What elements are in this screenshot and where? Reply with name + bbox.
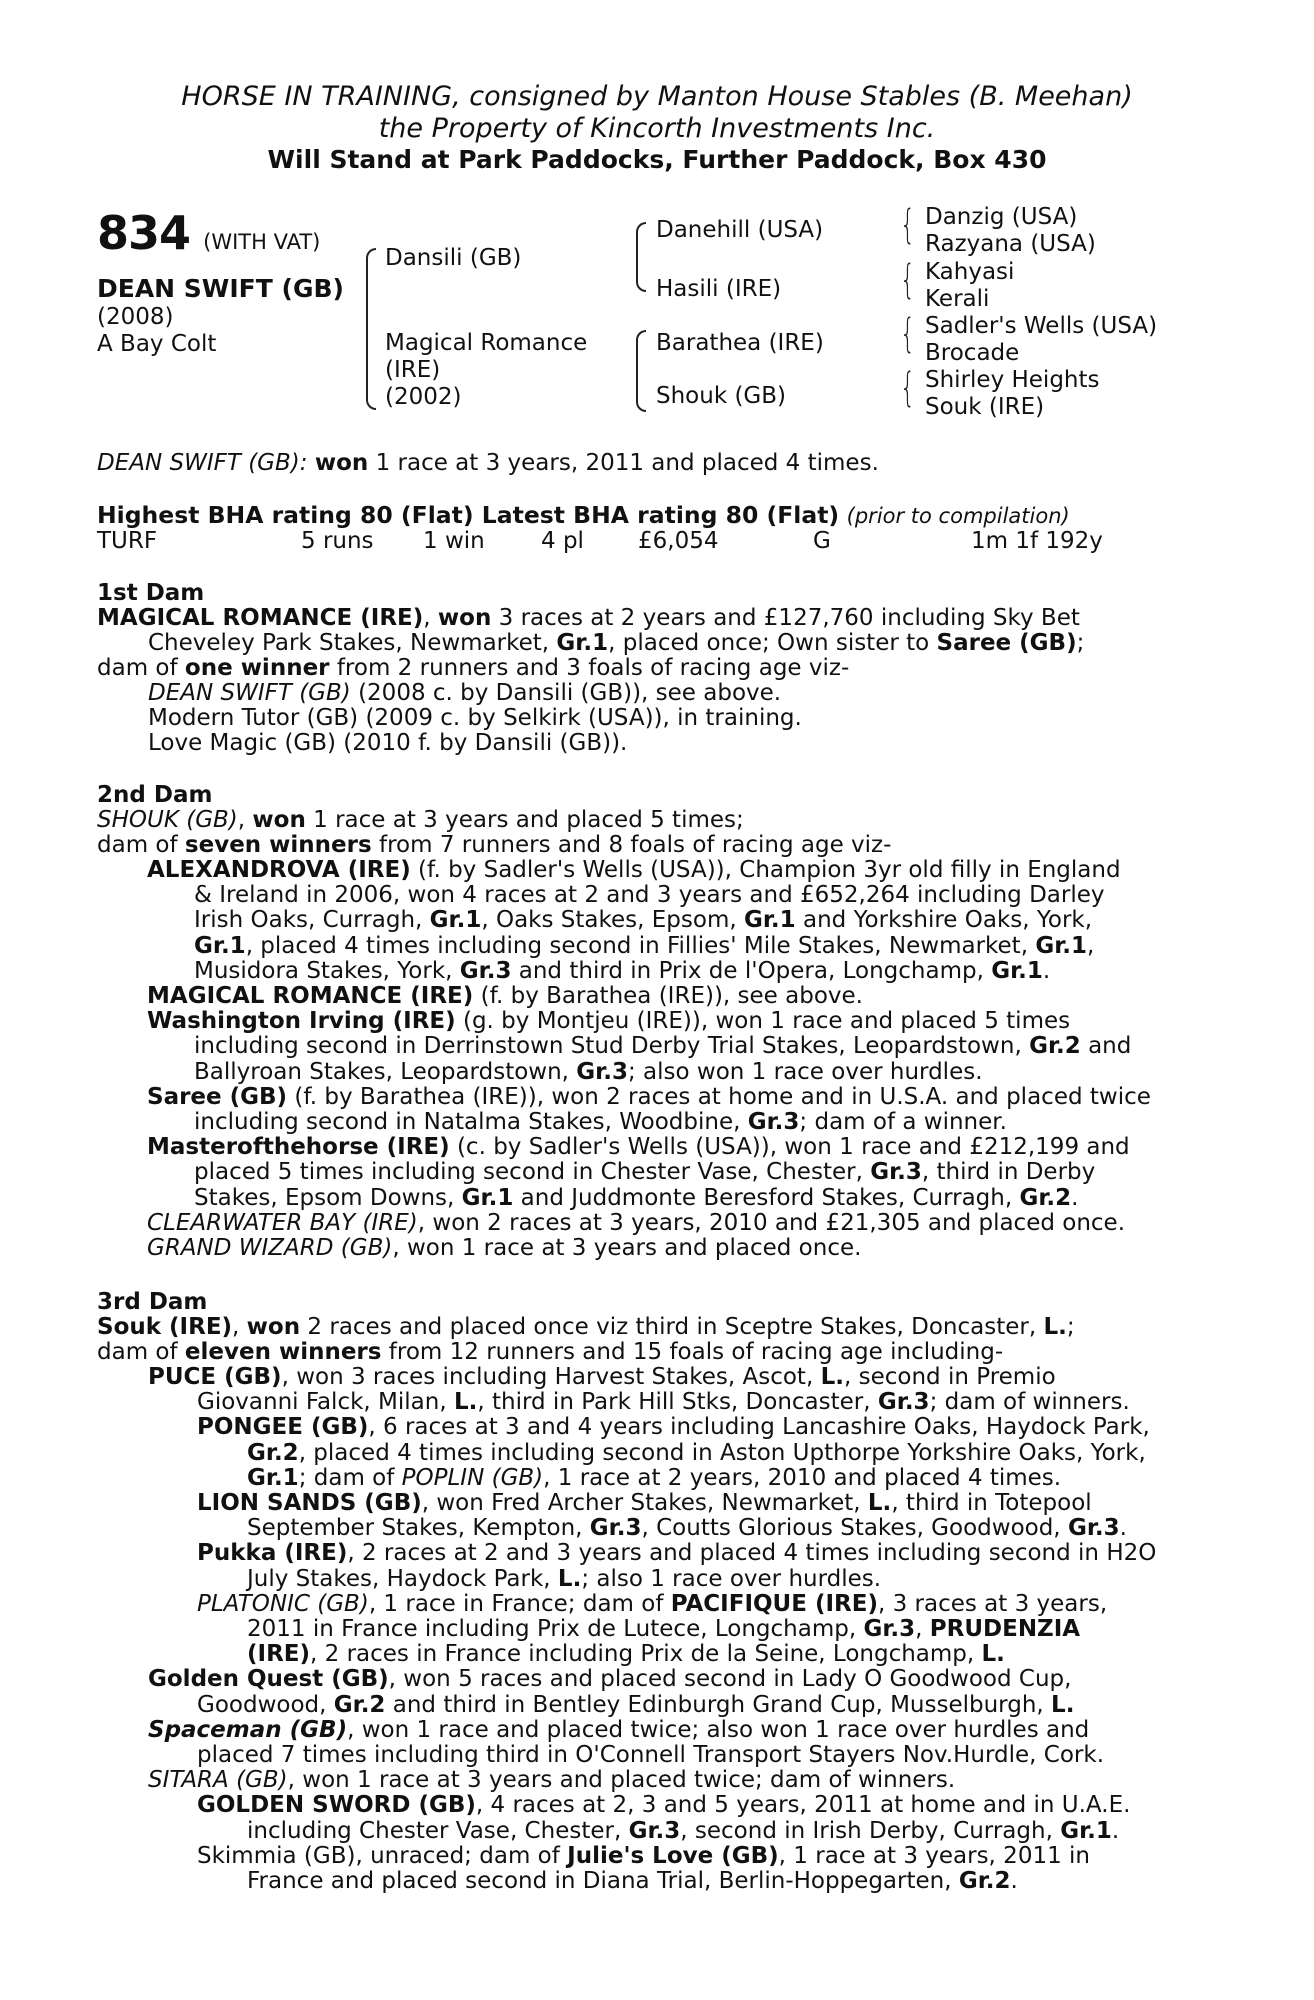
horse-description: A Bay Colt <box>97 331 217 357</box>
brace-parents <box>366 248 376 410</box>
first-dam-text1: 3 races at 2 years and £127,760 including Sky Bet <box>498 605 1080 631</box>
first-dam-line2: Cheveley Park Stakes, Newmarket, Gr.1, placed once; Own sister to Saree (GB); <box>148 630 1085 656</box>
brace-dam-parents <box>636 330 646 412</box>
turf-going: G <box>813 528 831 554</box>
header-stand: Will Stand at Park Paddocks, Further Paddock, Box 430 <box>267 145 1047 174</box>
rating-line <box>97 503 1070 529</box>
pedigree-sire-dam: Hasili (IRE) <box>656 276 782 302</box>
first-dam-line3: dam of one winner from 2 runners and 3 foals of racing age viz- <box>97 655 850 681</box>
pedigree-g8: Souk (IRE) <box>925 394 1045 420</box>
second-dam-heading: 2nd Dam <box>97 782 213 808</box>
first-dam-text2: Cheveley Park Stakes, Newmarket, <box>148 630 550 656</box>
pedigree-g1: Danzig (USA) <box>925 204 1078 230</box>
pedigree-g7: Shirley Heights <box>925 367 1100 393</box>
first-dam-heading: 1st Dam <box>97 580 205 606</box>
second-dam-line2: dam of seven winners from 7 runners and 8 foals of racing age viz- <box>97 832 892 858</box>
turf-placed: 4 pl <box>541 528 584 554</box>
pedigree-g4: Kerali <box>925 286 990 312</box>
horse-name: DEAN SWIFT (GB) <box>97 274 344 303</box>
brace-g1: { <box>900 202 916 248</box>
grand-wizard-text: , won 1 race at 3 years and placed once. <box>392 1235 862 1262</box>
summary-sep: : <box>299 450 315 476</box>
pedigree-g5: Sadler's Wells (USA) <box>925 313 1158 339</box>
brace-g3: { <box>900 311 916 357</box>
lot-number: 834 <box>97 206 191 260</box>
first-dam-line6: Love Magic (GB) (2010 f. by Dansili (GB)). <box>148 730 628 756</box>
rating-bold: Highest BHA rating 80 (Flat) Latest BHA rating 80 (Flat) <box>97 501 840 529</box>
clearwater-bay: CLEARWATER BAY (IRE) <box>147 1209 418 1236</box>
horse-year: (2008) <box>97 304 174 330</box>
pedigree-dam-line2: (IRE) <box>385 357 441 383</box>
second-dam-text2: dam of <box>97 832 178 858</box>
turf-distance: 1m 1f 192y <box>971 528 1103 554</box>
race-summary <box>97 451 879 476</box>
third-dam-lines: Souk (IRE), won 2 races and placed once viz third in Sceptre Stakes, Doncaster, L.; dam of eleven winners from 12 runners and 15 foals of racing age including- <box>97 1314 1075 1366</box>
rating-note: (prior to compilation) <box>846 504 1070 528</box>
pedigree-g3: Kahyasi <box>925 259 1015 285</box>
summary-rest: 1 race at 3 years, 2011 and placed 4 times. <box>368 450 879 476</box>
pedigree-dam-dam: Shouk (GB) <box>656 383 787 409</box>
summary-won: won <box>314 450 369 476</box>
turf-wins: 1 win <box>423 528 485 554</box>
first-dam-text4: (2008 c. by Dansili (GB)), see above. <box>358 680 782 706</box>
pedigree-g6: Brocade <box>925 340 1020 366</box>
first-dam-text3: dam of <box>97 655 178 681</box>
brace-sire-parents <box>636 222 646 292</box>
pedigree-dam-line1: Magical Romance <box>385 330 588 356</box>
lot-vat: (WITH VAT) <box>203 230 321 254</box>
first-dam-line1: MAGICAL ROMANCE (IRE), won 3 races at 2 years and £127,760 including Sky Bet <box>97 605 1080 631</box>
turf-runs: 5 runs <box>301 528 374 554</box>
summary-horse: DEAN SWIFT (GB) <box>97 450 300 476</box>
lot-block <box>97 206 320 260</box>
third-dam-heading: 3rd Dam <box>97 1289 208 1315</box>
brace-g2: { <box>900 257 916 303</box>
header-property: the Property of Kincorth Investments Inc. <box>378 113 936 144</box>
brace-g4: { <box>900 365 916 411</box>
first-dam-line5: Modern Tutor (GB) (2009 c. by Selkirk (USA)), in training. <box>148 705 802 731</box>
turf-money: £6,054 <box>638 528 719 554</box>
pedigree-dam-line3: (2002) <box>385 384 462 410</box>
clearwater-bay-text: , won 2 races at 3 years, 2010 and £21,305 and placed once. <box>417 1209 1126 1236</box>
second-dam-produce-alexandrova: ALEXANDROVA (IRE) (f. by Sadler's Wells (USA)), Champion 3yr old filly in England & Ireland in 2006, won 4 races at 2 and 3 years and £652,264 including Darley Irish Oaks, Curragh, Gr.1, Oaks Stakes, Epsom, Gr.1 and Yorkshire Oaks, York, Gr.1, placed 4 times including second in Fillies' Mile Stakes, Newmarket, Gr.1, Musidora Stakes, York, Gr.3 and third in Prix de l'Opera, Longchamp, Gr.1. MAGICAL ROMANCE (IRE) (f. by Barathea (IRE)), see above. Washington Irving (IRE) (g. by Montjeu (IRE)), won 1 race and placed 5 times including second in Derrinstown Stud Derby Trial Stakes, Leopardstown, Gr.2 and Ballyroan Stakes, Leopardstown, Gr.3; also won 1 race over hurdles. Saree (GB) (f. by Barathea (IRE)), won 2 races at home and in U.S.A. and placed twice including second in Natalma Stakes, Woodbine, Gr.3; dam of a winner. Masterofthehorse (IRE) (c. by Sadler's Wells (USA)), won 1 race and £212,199 and placed 5 times including second in Chester Vase, Chester, Gr.3, third in Derby Stakes, Epsom Downs, Gr.1 and Juddmonte Beresford Stakes, Curragh, Gr.2. CLEARWATER BAY (IRE), won 2 races at 3 years, 2010 and £21,305 and placed once. GRAND WIZARD (GB), won 1 race at 3 years and placed once. <box>147 857 1151 1262</box>
grand-wizard: GRAND WIZARD (GB) <box>147 1235 393 1262</box>
header-consignor: HORSE IN TRAINING, consigned by Manton House Stables (B. Meehan) <box>181 81 1133 112</box>
pedigree-sire: Dansili (GB) <box>385 245 522 271</box>
pedigree-sire-sire: Danehill (USA) <box>656 217 824 243</box>
pedigree-g2: Razyana (USA) <box>925 231 1096 257</box>
second-dam-text1: 1 race at 3 years and placed 5 times; <box>313 807 744 833</box>
pedigree-dam-sire: Barathea (IRE) <box>656 330 824 356</box>
first-dam-line4: DEAN SWIFT (GB) (2008 c. by Dansili (GB)), see above. <box>148 680 782 706</box>
second-dam-line1: SHOUK (GB), won 1 race at 3 years and placed 5 times; <box>97 807 744 833</box>
turf-label: TURF <box>97 528 158 554</box>
third-dam-produce: PUCE (GB), won 3 races including Harvest Stakes, Ascot, L., second in Premio Giovanni Falck, Milan, L., third in Park Hill Stks, Doncaster, Gr.3; dam of winners. PONGEE (GB), 6 races at 3 and 4 years including Lancashire Oaks, Haydock Park, Gr.2, placed 4 times including second in Aston Upthorpe Yorkshire Oaks, York, Gr.1; dam of POPLIN (GB), 1 race at 2 years, 2010 and placed 4 times. LION SANDS (GB), won Fred Archer Stakes, Newmarket, L., third in Totepool September Stakes, Kempton, Gr.3, Coutts Glorious Stakes, Goodwood, Gr.3. Pukka (IRE), 2 races at 2 and 3 years and placed 4 times including second in H2O July Stakes, Haydock Park, L.; also 1 race over hurdles. PLATONIC (GB), 1 race in France; dam of PACIFIQUE (IRE), 3 races at 3 years, 2011 in France including Prix de Lutece, Longchamp, Gr.3, PRUDENZIA (IRE), 2 races in France including Prix de la Seine, Longchamp, L. Golden Quest (GB), won 5 races and placed second in Lady O Goodwood Cup, Goodwood, Gr.2 and third in Bentley Edinburgh Grand Cup, Musselburgh, L. Spaceman (GB), won 1 race and placed twice; also won 1 race over hurdles and placed 7 times including third in O'Connell Transport Stayers Nov.Hurdle, Cork. SITARA (GB), won 1 race at 3 years and placed twice; dam of winners. GOLDEN SWORD (GB), 4 races at 2, 3 and 5 years, 2011 at home and in U.A.E. including Chester Vase, Chester, Gr.3, second in Irish Derby, Curragh, Gr.1. Skimmia (GB), unraced; dam of Julie's Love (GB), 1 race at 3 years, 2011 in France and placed second in Diana Trial, Berlin-Hoppegarten, Gr.2. <box>148 1364 1157 1895</box>
